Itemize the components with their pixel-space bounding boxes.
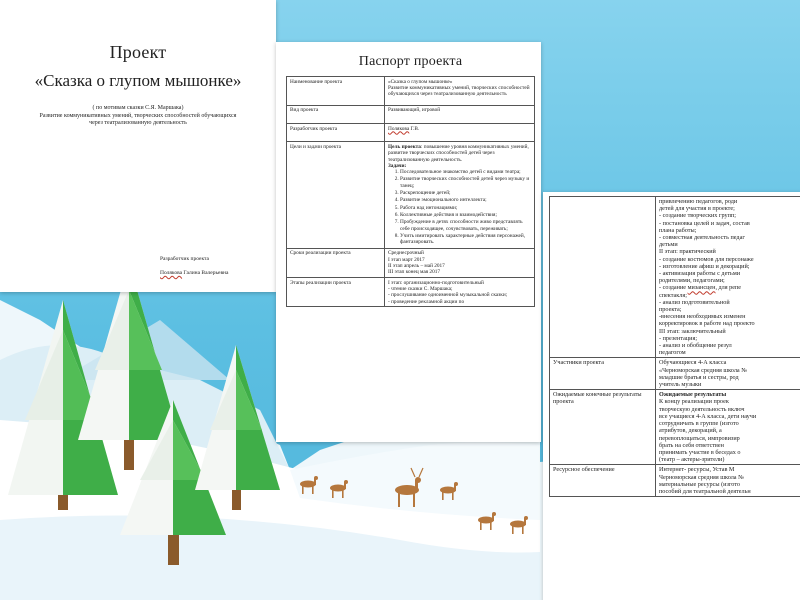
value-line: привлечению педагогов, роди xyxy=(659,198,738,205)
value-line: детей для участия в проекте; xyxy=(659,205,735,213)
value-line: Черноморская средняя школа № xyxy=(659,473,745,481)
results-title: Ожидаемые результаты xyxy=(659,391,727,399)
cover-title: Проект xyxy=(109,42,167,62)
value-line: корректировок в работе над проекто xyxy=(659,320,755,328)
row-key: Разработчик проекта xyxy=(287,124,385,142)
tasks-list xyxy=(400,169,531,245)
passport-table xyxy=(286,76,535,307)
value-line: II этап: практический xyxy=(659,248,716,256)
cover-project-name: «Сказка о глупом мышонке» xyxy=(34,71,242,90)
row-value xyxy=(656,358,800,390)
value-line: учитель музыки xyxy=(659,381,702,389)
continuation-table xyxy=(549,196,800,497)
value-line: - постановка целей и задач, состав xyxy=(659,219,750,227)
row-value xyxy=(656,390,800,465)
value-line: детьми xyxy=(659,241,678,249)
table-row xyxy=(287,142,535,248)
cover-subtitle xyxy=(0,105,276,128)
cover-subtitle-line: ( по мотивам сказки С.Я. Маршака) xyxy=(92,105,184,111)
list-item: 3. Раскрепощение детей; xyxy=(400,190,531,196)
project-cover-page xyxy=(0,0,276,292)
goal-label: Цель проекта xyxy=(388,143,421,150)
cover-subtitle-line: Развитие коммуникативных умений, творческих способностей обучающихся xyxy=(39,112,237,119)
value-fragment: , для репе xyxy=(715,284,742,292)
list-item: 5. Работа над интонациями; xyxy=(400,205,531,211)
value-line: К концу реализации проек xyxy=(659,398,729,406)
table-row xyxy=(550,358,800,390)
table-row xyxy=(550,390,800,465)
value-line: младшие братья и сестры, род xyxy=(659,373,739,381)
value-line xyxy=(659,284,800,291)
value-line: брать на себя ответствен xyxy=(659,441,724,449)
value-line: I этап: организационно-подготовительный xyxy=(388,279,484,286)
row-value xyxy=(385,105,535,123)
list-item: 1. Последовательное знакомство детей с видами театра; xyxy=(400,169,531,175)
row-value xyxy=(385,124,535,142)
value-line: материальные ресурсы (изгото xyxy=(659,480,741,488)
value-line: Обучающиеся 4-А класса xyxy=(659,359,727,367)
row-key: Цели и задачи проекта xyxy=(287,142,385,248)
list-item: 7. Пробуждение в детях способности живо представлять себе происходящее, сочувствовать, переживать; xyxy=(400,219,531,232)
value-line: спектакля; xyxy=(659,291,687,299)
value-line: - прослушивание одноименной музыкальной сказки; xyxy=(388,292,508,299)
value-line: -внесения необходимых изменен xyxy=(659,313,746,321)
row-key: Участники проекта xyxy=(550,358,656,390)
value-line: - проведение рекламной акции по xyxy=(388,298,465,305)
value-line: - анализ подготовительной xyxy=(659,298,730,306)
developer-given-names: Галина Валерьевна xyxy=(182,270,229,276)
value-line: «Сказка о глупом мышонке» xyxy=(388,78,453,85)
developer-name xyxy=(160,266,228,280)
table-row xyxy=(550,465,800,497)
row-key: Наименование проекта xyxy=(287,77,385,106)
row-value xyxy=(385,278,535,307)
row-value xyxy=(385,142,535,248)
cover-subtitle-line: через театрализованную деятельность xyxy=(89,120,187,126)
value-line: педагогом xyxy=(659,349,686,357)
value-line: проекта; xyxy=(659,306,682,314)
table-row xyxy=(287,105,535,123)
row-key: Этапы реализации проекта xyxy=(287,278,385,307)
row-value xyxy=(385,248,535,277)
value-line: Среднесрочный xyxy=(388,250,424,257)
developer-label: Разработчик проекта xyxy=(160,256,209,262)
tasks-label: Задачи: xyxy=(388,162,407,169)
value-line: плана работы; xyxy=(659,226,697,234)
value-line: III этап конец мая 2017 xyxy=(388,269,441,276)
list-item: 6. Коллективные действия и взаимодействия; xyxy=(400,212,531,218)
value-fragment-underlined: мизансцен xyxy=(687,284,716,292)
value-line: - анализ и обобщение резул xyxy=(659,342,732,350)
passport-continuation-page xyxy=(543,192,800,600)
row-value xyxy=(656,465,800,497)
value-line: пособий для театральной деятельн xyxy=(659,487,751,495)
value-line: - совместная деятельность педаг xyxy=(659,234,745,242)
table-row xyxy=(287,278,535,307)
value-line: Развитие коммуникативных умений, творческих способностей обучающихся через театрализованную деятельность xyxy=(388,84,530,98)
project-passport-page xyxy=(276,42,541,442)
value-line: атрибутов, декораций, а xyxy=(659,427,722,435)
value-line: принимать участие в беседах о xyxy=(659,448,741,456)
goal-paragraph xyxy=(388,144,531,163)
value-initials: Г.В. xyxy=(409,125,420,132)
developer-surname: Полякова xyxy=(160,270,183,276)
list-item: 4. Развитие эмоционального интеллекта; xyxy=(400,197,531,203)
value-surname: Полякова xyxy=(388,125,410,132)
row-value xyxy=(385,77,535,106)
passport-title: Паспорт проекта xyxy=(358,54,463,69)
value-line: I этап март 2017 xyxy=(388,256,425,263)
value-line: - чтение сказки С. Маршака; xyxy=(388,285,453,292)
value-line: - создание творческих групп; xyxy=(659,212,736,220)
value-line: сотрудничать в группе (изгото xyxy=(659,420,739,428)
value-line: III этап: заключительный xyxy=(659,327,726,335)
value-line: - создание костюмов для персонаже xyxy=(659,255,754,263)
value-line: Развивающий, игровой xyxy=(388,107,441,114)
cover-developer xyxy=(160,252,228,280)
value-line: все учащиеся 4-А класса, дети научи xyxy=(659,412,757,420)
value-line: - активизация работы с детьми xyxy=(659,270,741,278)
row-key: Вид проекта xyxy=(287,105,385,123)
table-row xyxy=(287,124,535,142)
table-row xyxy=(550,197,800,358)
row-key: Сроки реализации проекта xyxy=(287,248,385,277)
value-line: - изготовление афиш и декораций; xyxy=(659,262,750,270)
row-key: Ожидаемые конечные результаты проекта xyxy=(550,390,656,465)
value-line: II этап апрель – май 2017 xyxy=(388,263,445,270)
value-fragment: - создание xyxy=(659,284,687,292)
value-line: «Черноморская средняя школа № xyxy=(659,366,748,374)
value-line: перевоплощаться, импровизир xyxy=(659,434,740,442)
value-line: Интернет- ресурсы, Устав М xyxy=(659,466,735,474)
value-line: (театр – актеры-зрители) xyxy=(659,456,725,464)
table-row xyxy=(287,77,535,106)
value-line: родителями, педагогами; xyxy=(659,277,725,285)
value-line: творческую деятельность включ xyxy=(659,405,745,413)
value-line: - презентация; xyxy=(659,334,698,342)
row-value xyxy=(656,197,800,358)
row-key xyxy=(550,197,656,358)
row-key: Ресурсное обеспечение xyxy=(550,465,656,497)
goal-text: : повышение уровня коммуникативных умений, развитие творческих способностей детей через театрализованную деятельность. xyxy=(388,143,529,163)
list-item: 2. Развитие творческих способностей детей через музыку и танец; xyxy=(400,176,531,189)
list-item: 8. Учить имитировать характерные действия персонажей, фантазировать. xyxy=(400,233,531,246)
table-row xyxy=(287,248,535,277)
